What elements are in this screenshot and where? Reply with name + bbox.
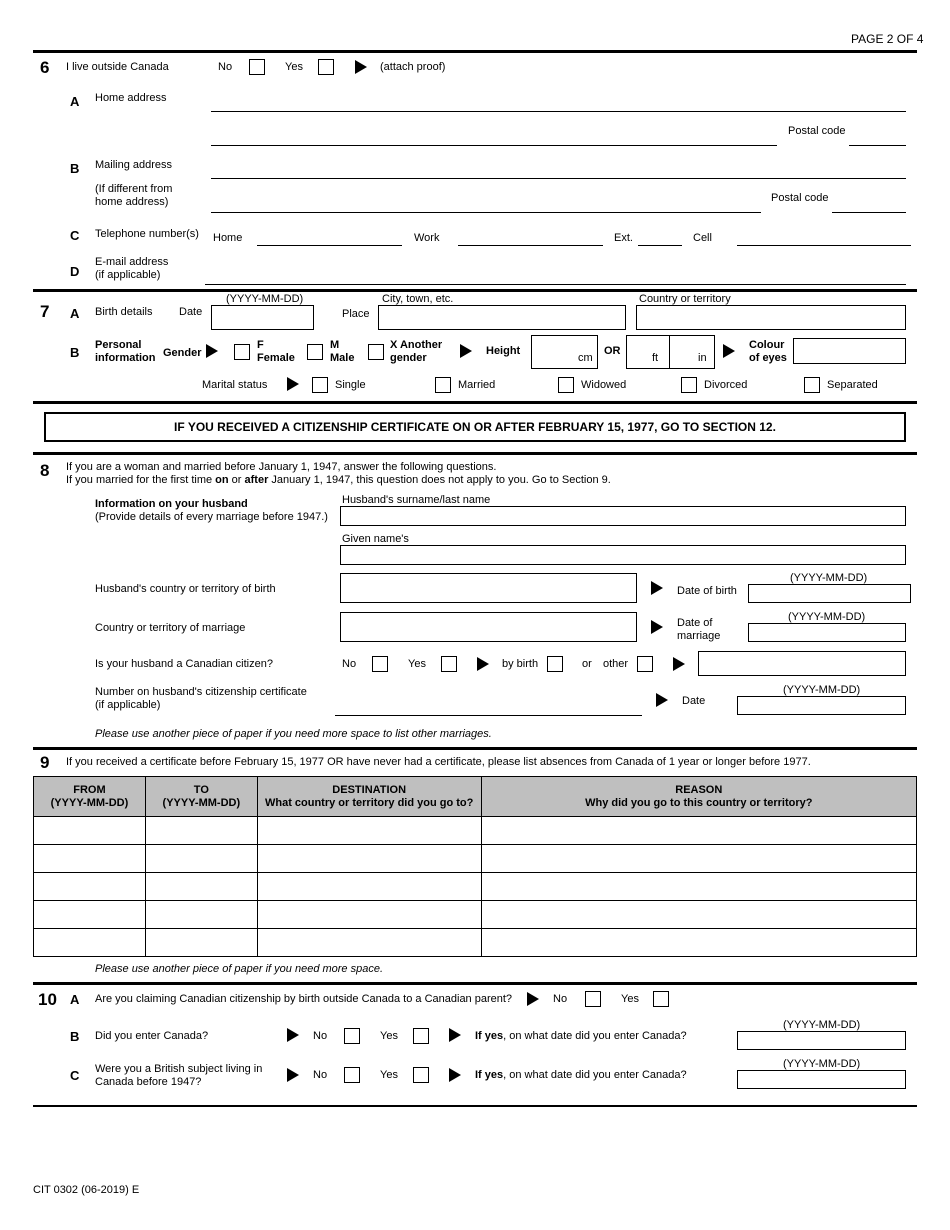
cert-number-label-2: (if applicable) [95, 699, 161, 711]
s9-note: Please use another piece of paper if you need more space. [95, 963, 384, 975]
s10c-yes-label: Yes [380, 1069, 398, 1081]
husband-country-birth-field[interactable] [340, 573, 637, 603]
height-ft-field[interactable] [626, 335, 670, 369]
height-or-label: OR [604, 345, 621, 357]
husband-surname-label: Husband's surname/last name [342, 494, 491, 506]
birth-country-field[interactable] [636, 305, 906, 330]
page-number: PAGE 2 OF 4 [851, 32, 924, 46]
s10c-yes-checkbox[interactable] [413, 1067, 429, 1083]
column-header-to: TO (YYYY-MM-DD) [145, 777, 257, 817]
section-divider [33, 1105, 917, 1107]
s10b-date-format: (YYYY-MM-DD) [783, 1019, 861, 1031]
from-cell[interactable] [34, 929, 146, 957]
s10b-no-checkbox[interactable] [344, 1028, 360, 1044]
s6-letter-a: A [70, 94, 80, 109]
mailing-address-label: Mailing address [95, 159, 173, 171]
cert-date-label: Date [682, 695, 706, 707]
instruction-banner: IF YOU RECEIVED A CITIZENSHIP CERTIFICATE ON OR AFTER FEBRUARY 15, 1977, GO TO SECTION 12. [44, 412, 906, 442]
table-row [34, 929, 917, 957]
marriage-date-format: (YYYY-MM-DD) [788, 611, 866, 623]
husband-info-title: Information on your husband [95, 498, 248, 510]
arrow-right-icon [656, 693, 668, 707]
s6-letter-b: B [70, 161, 80, 176]
table-row [34, 845, 917, 873]
husband-citizen-no-checkbox[interactable] [372, 656, 388, 672]
to-cell[interactable] [145, 901, 257, 929]
s6-letter-c: C [70, 228, 80, 243]
arrow-right-icon [449, 1068, 461, 1082]
s10a-no-checkbox[interactable] [585, 991, 601, 1007]
section-7-number: 7 [40, 302, 50, 321]
section-divider [33, 50, 917, 53]
arrow-right-icon [287, 377, 299, 391]
cert-number-label-1: Number on husband's citizenship certificate [95, 686, 307, 698]
s10-letter-c: C [70, 1068, 80, 1083]
email-note: (if applicable) [95, 269, 161, 281]
destination-cell[interactable] [257, 873, 481, 901]
table-row [34, 873, 917, 901]
gender-x-label: gender [390, 352, 427, 364]
cert-date-format: (YYYY-MM-DD) [783, 684, 861, 696]
marital-divorced-checkbox[interactable] [681, 377, 697, 393]
marriage-date-label-2: marriage [677, 630, 721, 642]
s10c-question-1: Were you a British subject living in [95, 1063, 263, 1075]
reason-cell[interactable] [481, 845, 916, 873]
phone-cell-label: Cell [693, 232, 712, 244]
marital-status-label: Marital status [202, 379, 268, 391]
s10b-date-field[interactable] [737, 1031, 906, 1050]
arrow-right-icon [287, 1068, 299, 1082]
section-divider [33, 452, 917, 455]
home-postal-field[interactable] [849, 145, 906, 146]
home-address-line-2[interactable] [211, 145, 777, 146]
reason-cell[interactable] [481, 929, 916, 957]
cert-number-field[interactable] [335, 715, 642, 716]
or-label: or [582, 658, 592, 670]
section-divider [33, 289, 917, 292]
husband-citizen-yes-checkbox[interactable] [441, 656, 457, 672]
arrow-right-icon [723, 344, 735, 358]
s10c-question-2: Canada before 1947? [95, 1076, 202, 1088]
from-cell[interactable] [34, 845, 146, 873]
s6-question: I live outside Canada [66, 61, 169, 73]
height-in-unit: in [698, 352, 707, 364]
destination-cell[interactable] [257, 817, 481, 845]
height-in-field[interactable] [669, 335, 715, 369]
eye-colour-label-1: Colour [749, 339, 785, 351]
s10a-yes-label: Yes [621, 993, 639, 1005]
phone-work-field[interactable] [458, 245, 603, 246]
s10a-yes-checkbox[interactable] [653, 991, 669, 1007]
home-address-line-1[interactable] [211, 111, 906, 112]
email-field[interactable] [205, 284, 906, 285]
home-postal-label: Postal code [788, 125, 846, 137]
marriage-country-label: Country or territory of marriage [95, 622, 246, 634]
s6-yes-checkbox[interactable] [318, 59, 334, 75]
phone-home-field[interactable] [257, 245, 402, 246]
section-divider [33, 982, 917, 985]
mailing-address-line-1[interactable] [211, 178, 906, 179]
s10a-question: Are you claiming Canadian citizenship by birth outside Canada to a Canadian parent? [95, 993, 513, 1005]
telephone-label: Telephone number(s) [95, 228, 199, 240]
phone-ext-label: Ext. [614, 232, 633, 244]
s7-letter-a: A [70, 306, 80, 321]
mailing-note-1: (If different from [95, 183, 173, 195]
destination-cell[interactable] [257, 929, 481, 957]
eye-colour-field[interactable] [793, 338, 906, 364]
s6-no-label: No [218, 61, 233, 73]
marital-married-checkbox[interactable] [435, 377, 451, 393]
gender-f-code: F [257, 339, 264, 351]
section-6-number: 6 [40, 58, 50, 77]
arrow-right-icon [651, 620, 663, 634]
arrow-right-icon [355, 60, 367, 74]
arrow-right-icon [449, 1028, 461, 1042]
husband-info-note: (Provide details of every marriage before 1947.) [95, 511, 328, 523]
from-cell[interactable] [34, 901, 146, 929]
husband-given-field[interactable] [340, 545, 906, 565]
mailing-postal-label: Postal code [771, 192, 829, 204]
s7-letter-b: B [70, 345, 80, 360]
gender-m-code: M [330, 339, 340, 351]
other-checkbox[interactable] [637, 656, 653, 672]
arrow-right-icon [527, 992, 539, 1006]
other-specify-field[interactable] [698, 651, 906, 676]
table-header-row [34, 777, 917, 817]
s6-attach-proof: (attach proof) [380, 61, 446, 73]
husband-citizen-question: Is your husband a Canadian citizen? [95, 658, 273, 670]
marital-single-checkbox[interactable] [312, 377, 328, 393]
phone-ext-field[interactable] [638, 245, 682, 246]
column-header-reason: REASON Why did you go to this country or territory? [481, 777, 916, 817]
to-cell[interactable] [145, 817, 257, 845]
gender-f-label: Female [257, 352, 295, 364]
marital-widowed-label: Widowed [581, 379, 627, 391]
s10b-yes-label: Yes [380, 1030, 398, 1042]
gender-label: Gender [163, 347, 202, 359]
gender-x-code: X Another [390, 339, 443, 351]
marriage-date-field[interactable] [748, 623, 906, 642]
mailing-address-line-2[interactable] [211, 212, 761, 213]
husband-given-label: Given name's [342, 533, 409, 545]
husband-surname-field[interactable] [340, 506, 906, 526]
birth-place-label: Place [342, 308, 370, 320]
s8-intro-1: If you are a woman and married before January 1, 1947, answer the following questions. [66, 461, 497, 473]
height-ft-unit: ft [652, 352, 659, 364]
gender-f-checkbox[interactable] [234, 344, 250, 360]
height-cm-unit: cm [578, 352, 593, 364]
column-header-destination: DESTINATION What country or territory did you go to? [257, 777, 481, 817]
phone-work-label: Work [414, 232, 440, 244]
marriage-country-field[interactable] [340, 612, 637, 642]
to-cell[interactable] [145, 845, 257, 873]
destination-cell[interactable] [257, 845, 481, 873]
s10b-yes-checkbox[interactable] [413, 1028, 429, 1044]
birth-city-hint: City, town, etc. [382, 293, 454, 305]
birth-details-label: Birth details [95, 306, 153, 318]
s10c-date-format: (YYYY-MM-DD) [783, 1058, 861, 1070]
home-address-label: Home address [95, 92, 167, 104]
husband-dob-field[interactable] [748, 584, 911, 603]
destination-cell[interactable] [257, 901, 481, 929]
s6-no-checkbox[interactable] [249, 59, 265, 75]
marital-separated-label: Separated [827, 379, 878, 391]
s6-letter-d: D [70, 264, 80, 279]
phone-home-label: Home [213, 232, 243, 244]
mailing-postal-field[interactable] [832, 212, 906, 213]
other-label: other [603, 658, 629, 670]
mailing-note-2: home address) [95, 196, 169, 208]
arrow-right-icon [651, 581, 663, 595]
husband-citizen-yes-label: Yes [408, 658, 426, 670]
by-birth-checkbox[interactable] [547, 656, 563, 672]
s10b-no-label: No [313, 1030, 328, 1042]
s10b-date-question: If yes, on what date did you enter Canada? [475, 1030, 687, 1042]
cert-date-field[interactable] [737, 696, 906, 715]
birth-country-hint: Country or territory [639, 293, 731, 305]
table-row [34, 901, 917, 929]
marital-separated-checkbox[interactable] [804, 377, 820, 393]
section-8-number: 8 [40, 461, 50, 480]
gender-m-checkbox[interactable] [307, 344, 323, 360]
s8-note: Please use another piece of paper if you need more space to list other marriages. [95, 728, 492, 740]
reason-cell[interactable] [481, 817, 916, 845]
reason-cell[interactable] [481, 873, 916, 901]
by-birth-label: by birth [502, 658, 539, 670]
arrow-right-icon [477, 657, 489, 671]
arrow-right-icon [673, 657, 685, 671]
reason-cell[interactable] [481, 901, 916, 929]
to-cell[interactable] [145, 929, 257, 957]
arrow-right-icon [287, 1028, 299, 1042]
marital-divorced-label: Divorced [704, 379, 748, 391]
husband-country-birth-label: Husband's country or territory of birth [95, 583, 276, 595]
birth-city-field[interactable] [378, 305, 626, 330]
personal-info-label-1: Personal [95, 339, 142, 351]
arrow-right-icon [460, 344, 472, 358]
marital-single-label: Single [335, 379, 366, 391]
s10-letter-b: B [70, 1029, 80, 1044]
column-header-from: FROM (YYYY-MM-DD) [34, 777, 146, 817]
absences-table [33, 776, 917, 957]
s10c-date-field[interactable] [737, 1070, 906, 1089]
from-cell[interactable] [34, 817, 146, 845]
eye-colour-label-2: of eyes [749, 352, 787, 364]
marriage-date-label-1: Date of [677, 617, 713, 629]
marital-widowed-checkbox[interactable] [558, 377, 574, 393]
to-cell[interactable] [145, 873, 257, 901]
husband-dob-format: (YYYY-MM-DD) [790, 572, 868, 584]
birth-date-format: (YYYY-MM-DD) [226, 293, 304, 305]
s6-yes-label: Yes [285, 61, 303, 73]
husband-dob-label: Date of birth [677, 585, 737, 597]
form-code: CIT 0302 (06-2019) E [33, 1184, 140, 1196]
s10a-no-label: No [553, 993, 568, 1005]
s8-intro-2: If you married for the first time on or after January 1, 1947, this question does not apply to you. Go to Section 9. [66, 474, 611, 486]
gender-x-checkbox[interactable] [368, 344, 384, 360]
section-10-number: 10 [38, 990, 57, 1009]
gender-m-label: Male [330, 352, 355, 364]
personal-info-label-2: information [95, 352, 156, 364]
s10c-no-label: No [313, 1069, 328, 1081]
phone-cell-field[interactable] [737, 245, 911, 246]
s10c-no-checkbox[interactable] [344, 1067, 360, 1083]
s9-intro: If you received a certificate before February 15, 1977 OR have never had a certificate, please list absences from Canada of 1 year or longer before 1977. [66, 756, 811, 768]
s10-letter-a: A [70, 992, 80, 1007]
arrow-right-icon [206, 344, 218, 358]
email-label: E-mail address [95, 256, 169, 268]
section-9-number: 9 [40, 753, 50, 772]
s10c-date-question: If yes, on what date did you enter Canada? [475, 1069, 687, 1081]
marital-married-label: Married [458, 379, 496, 391]
birth-date-label: Date [179, 306, 203, 318]
table-row [34, 817, 917, 845]
birth-date-field[interactable] [211, 305, 314, 330]
s10b-question: Did you enter Canada? [95, 1030, 209, 1042]
husband-citizen-no-label: No [342, 658, 357, 670]
section-divider [33, 401, 917, 404]
section-divider [33, 747, 917, 750]
from-cell[interactable] [34, 873, 146, 901]
height-label: Height [486, 345, 521, 357]
